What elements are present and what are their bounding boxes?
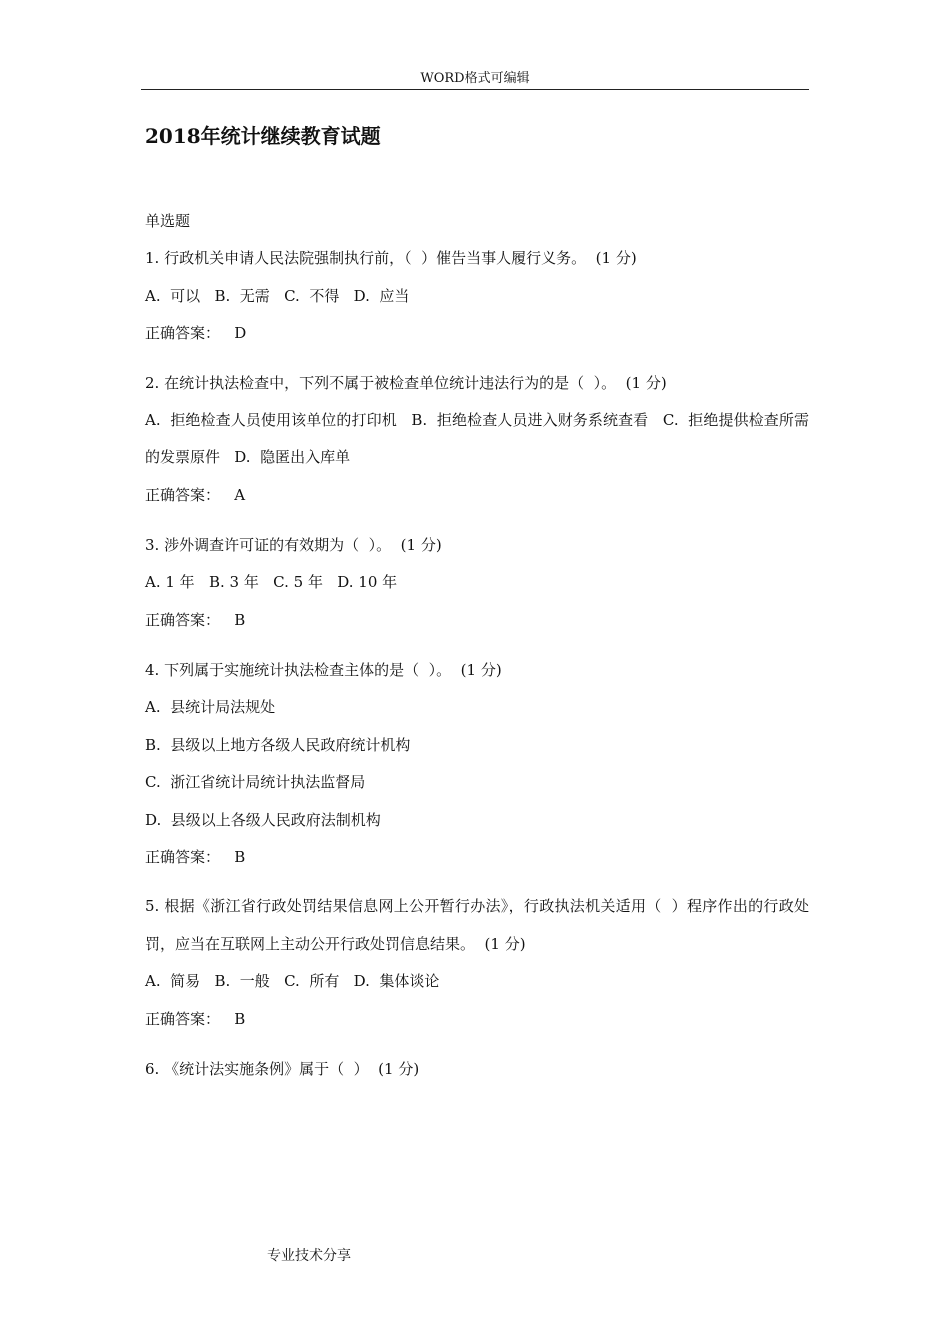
correct-answer: 正确答案： A — [145, 485, 246, 504]
question-option: C. 浙江省统计局统计执法监督局 — [145, 773, 366, 791]
question-stem: 3. 涉外调查许可证的有效期为（ ）。 (1 分) — [145, 535, 442, 554]
question-options: A. 可以 B. 无需 C. 不得 D. 应当 — [145, 286, 410, 305]
question-options: A. 1 年 B. 3 年 C. 5 年 D. 10 年 — [145, 573, 398, 591]
question-stem: 2. 在统计执法检查中，下列不属于被检查单位统计违法行为的是（ ）。 (1 分) — [145, 374, 667, 392]
question-stem: 5. 根据《浙江省行政处罚结果信息网上公开暂行办法》，行政执法机关适用（ ）程序作出的行政处罚，应当在互联网上主动公开行政处罚信息结果。 (1 分) — [145, 897, 809, 953]
question-6 — [145, 1057, 809, 1081]
question-stem: 4. 下列属于实施统计执法检查主体的是（ ）。 (1 分) — [145, 660, 502, 679]
question-options: A. 简易 B. 一般 C. 所有 D. 集体谈论 — [145, 972, 440, 990]
question-option: D. 县级以上各级人民政府法制机构 — [145, 810, 381, 829]
header-rule — [141, 89, 809, 90]
question-2 — [145, 371, 809, 507]
page-header: WORD格式可编辑 — [420, 71, 530, 86]
question-1 — [145, 246, 809, 345]
page-footer: 专业技术分享 — [267, 1248, 351, 1264]
question-option: B. 县级以上地方各级人民政府统计机构 — [145, 735, 411, 754]
question-option: A. 县统计局法规处 — [145, 698, 276, 716]
question-4 — [145, 658, 809, 870]
question-list — [145, 246, 809, 1107]
question-3 — [145, 533, 809, 632]
question-options: A. 拒绝检查人员使用该单位的打印机 B. 拒绝检查人员进入财务系统查看 C. 拒绝提供检查所需的发票原件 D. 隐匿出入库单 — [145, 410, 809, 466]
question-stem: 1. 行政机关申请人民法院强制执行前，（ ）催告当事人履行义务。 (1 分) — [145, 249, 637, 267]
correct-answer: 正确答案： B — [145, 848, 246, 866]
document-title: 2018年统计继续教育试题 — [145, 124, 381, 148]
question-5 — [145, 888, 809, 1031]
correct-answer: 正确答案： D — [145, 324, 247, 342]
section-heading: 单选题 — [145, 212, 191, 230]
correct-answer: 正确答案： B — [145, 610, 246, 629]
correct-answer: 正确答案： B — [145, 1009, 246, 1028]
question-stem: 6. 《统计法实施条例》属于（ ） (1 分) — [145, 1059, 420, 1078]
